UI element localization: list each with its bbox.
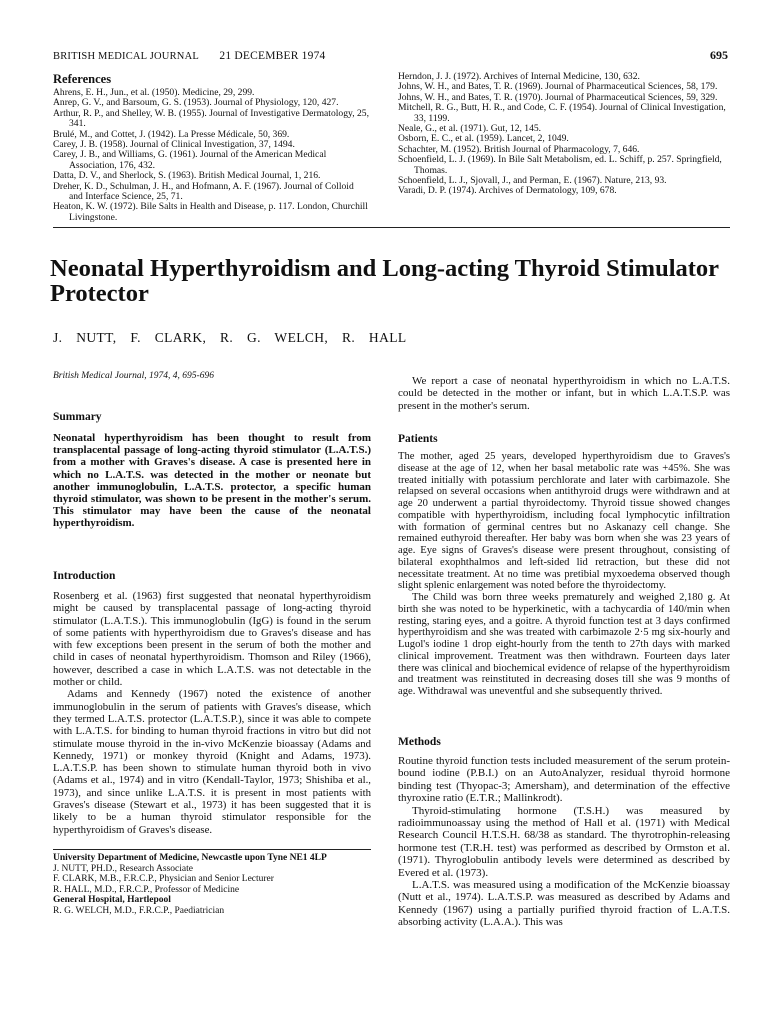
issue-date: 21 DECEMBER 1974 <box>219 50 326 62</box>
methods-body <box>398 755 730 929</box>
paragraph: L.A.T.S. was measured using a modification of the McKenzie bioassay (Nutt et al., 1974). L.A.T.S.P. was measured as described by Adams and Kennedy (1967) using a partially purified thyroid fraction of L.A.T.S. absorbing activity (L.A.A.). This was <box>398 879 730 929</box>
reference-item: Heaton, K. W. (1972). Bile Salts in Health and Disease, p. 117. London, Churchill Livingstone. <box>53 201 368 223</box>
summary-heading: Summary <box>53 411 102 423</box>
reference-item: Neale, G., et al. (1971). Gut, 12, 145. <box>398 123 542 135</box>
paragraph: Rosenberg et al. (1963) first suggested that neonatal hyperthyroidism might be caused by transplacental passage of long-acting thyroid stimulator (L.A.T.S.). This immunoglobulin (IgG) is found in the serum of some patients with hyperthyroidism due to Graves's disease and has with few exceptions been present in the serum of both the mother and child in cases of neonatal hyperthyroidism. Thomson and Riley (1966), however, described a case in which L.A.T.S. was not detectable in the mother or child. <box>53 590 371 689</box>
reference-item: Mitchell, R. G., Butt, H. R., and Code, C. F. (1954). Journal of Clinical Investigation, 33, 1199. <box>398 102 726 124</box>
affiliation-author: R. HALL, M.D., F.R.C.P., Professor of Medicine <box>53 884 240 895</box>
introduction-body <box>53 590 371 836</box>
methods-heading: Methods <box>398 736 441 748</box>
article-title: Neonatal Hyperthyroidism and Long-acting Thyroid Stimulator Protector <box>50 255 719 307</box>
abstract-text: We report a case of neonatal hyperthyroidism in which no L.A.T.S. could be detected in the mother or infant, but in which L.A.T.S.P. was present in the mother's serum. <box>398 375 730 412</box>
reference-item: Schachter, M. (1952). British Journal of Pharmacology, 7, 646. <box>398 143 640 155</box>
affiliation-author: J. NUTT, PH.D., Research Associate <box>53 863 193 874</box>
paragraph: Thyroid-stimulating hormone (T.S.H.) was measured by radioimmunoassay using the method of Hall et al. (1971) with Medical Research Council H.T.S.H. 68/38 as standard. The thyrotrophin-releasing hormone test (T.R.H. test) was performed as described by Ormston et al. (1971). Thyroglobulin antibody levels were determined as described by Evered et al. (1973). <box>398 804 730 879</box>
references-right-column <box>398 72 728 197</box>
affiliation-divider <box>53 849 371 850</box>
reference-item: Herndon, J. J. (1972). Archives of Internal Medicine, 130, 632. <box>398 71 640 82</box>
reference-item: Schoenfield, L. J., Sjovall, J., and Perman, E. (1967). Nature, 213, 93. <box>398 175 667 187</box>
reference-item: Osborn, E. C., et al. (1959). Lancet, 2, 1049. <box>398 133 569 145</box>
paragraph: Routine thyroid function tests included measurement of the serum protein-bound iodine (P.B.I.) on an AutoAnalyzer, residual thyroid hormone binding test (Thyopac-3; Amersham), and determination of the effective thyroxine ratio (E.T.R.; Mallinkrodt). <box>398 755 730 805</box>
reference-item: Dreher, K. D., Schulman, J. H., and Hofmann, A. F. (1967). Journal of Colloid and Interface Science, 25, 71. <box>53 180 354 203</box>
journal-name: BRITISH MEDICAL JOURNAL <box>53 51 199 62</box>
references-left-column <box>53 88 369 223</box>
paragraph: Adams and Kennedy (1967) noted the existence of another immunoglobulin in the serum of patients with Graves's disease, which they termed L.A.T.S. protector (L.A.T.S.P.), since it was able to compete with L.A.T.S. for binding to human thyroid fractions in vitro but did not stimulate mouse thyroid in the in-vivo McKenzie bioassay (Adams and Kennedy, 1971) or monkey thyroid (Knight and Adams, 1973). L.A.T.S.P. has been shown to stimulate human thyroid both in vivo (Adams et al., 1974) and in vitro (Kendall-Taylor, 1973; Shishiba et al., 1973), and since unlike L.A.T.S. it is present in most patients with Graves's disease (Stewart et al., 1973) it has been suggested that it is likely to be a human thyroid stimulator responsible for the hyperthyroidism of Graves's disease. <box>53 688 371 836</box>
article-authors: J. NUTT, F. CLARK, R. G. WELCH, R. HALL <box>53 330 407 345</box>
reference-item: Varadi, D. P. (1974). Archives of Dermatology, 109, 678. <box>398 185 617 197</box>
reference-item: Ahrens, E. H., Jun., et al. (1950). Medicine, 29, 299. <box>53 87 255 98</box>
paragraph: The mother, aged 25 years, developed hyperthyroidism due to Graves's disease at the age of 12, when her basal metabolic rate was +45%. She was treated initially with potassium perchlorate and later with carbimazole. She relapsed on several occasions when antithyroid drugs were withdrawn and at age 20 underwent a partial thyroidectomy. Thyroid tissue showed changes compatible with hyperthyroidism, including focal lymphocytic infiltration with formation of germinal centres but no Askanazy cell change. She remained euthyroid thereafter. Her baby was born when she was 23 years of age. Eye signs of Graves's disease were present throughout, consisting of bilateral exophthalmos and left-sided lid retraction, but these did not necessitate treatment. At no time was pretibial myxoedema observed though slight splenic enlargement was noted before the thyroidectomy. <box>398 451 730 592</box>
article-citation: British Medical Journal, 1974, 4, 695-696 <box>53 371 214 381</box>
reference-item: Carey, J. B. (1958). Journal of Clinical Investigation, 37, 1494. <box>53 139 295 151</box>
affiliation-department: University Department of Medicine, Newcastle upon Tyne NE1 4LP <box>53 853 327 863</box>
reference-item: Carey, J. B., and Williams, G. (1961). Journal of the American Medical Association, 176, 432. <box>53 149 327 171</box>
reference-item: Johns, W. H., and Bates, T. R. (1969). Journal of Pharmaceutical Sciences, 58, 179. <box>398 81 718 93</box>
references-heading: References <box>53 72 112 86</box>
running-header <box>53 50 325 62</box>
reference-item: Johns, W. H., and Bates, T. R. (1970). Journal of Pharmaceutical Sciences, 59, 329. <box>398 91 718 103</box>
page-number: 695 <box>710 48 728 62</box>
affiliation-author: F. CLARK, M.B., F.R.C.P., Physician and Senior Lecturer <box>53 874 274 885</box>
affiliation-department: General Hospital, Hartlepool <box>53 895 171 906</box>
reference-item: Arthur, R. P., and Shelley, W. B. (1955). Journal of Investigative Dermatology, 25, 341. <box>53 107 369 130</box>
reference-item: Anrep, G. V., and Barsoum, G. S. (1953). Journal of Physiology, 120, 427. <box>53 97 339 109</box>
patients-heading: Patients <box>398 433 438 445</box>
reference-item: Brulé, M., and Cottet, J. (1942). La Presse Médicale, 50, 369. <box>53 128 290 140</box>
patients-body <box>398 451 730 698</box>
section-divider <box>53 227 730 228</box>
summary-text: Neonatal hyperthyroidism has been thought to result from transplacental passage of long-acting thyroid stimulator (L.A.T.S.) from a mother with Graves's disease. A case is presented here in which no L.A.T.S. was detected in the mother or neonate but another immunoglobulin, L.A.T.S. protector, a specific human thyroid stimulator, was shown to be present in the mother's serum. This stimulator may have been the cause of the neonatal hyperthyroidism. <box>53 432 371 530</box>
paragraph: The Child was born three weeks prematurely and weighed 2,180 g. At birth she was noted to be hyperkinetic, with a tachycardia of 140/min when resting, staring eyes, and a goitre. A thyroid function test at 3 days confirmed hyperthyroidism and she was treated with carbimazole 2·5 mg six-hourly and Lugol's iodine 1 drop eight-hourly from the tenth to 27th days with marked clinical improvement. Treatment was then withdrawn. Fourteen days later there was clinical and biochemical evidence of relapse of the hyperthyroidism and treatment was reinstituted in decreasing doses till she was 9 months of age. Withdrawal was uneventful and she subsequently thrived. <box>398 592 730 697</box>
author-affiliations <box>53 853 373 917</box>
affiliation-author: R. G. WELCH, M.D., F.R.C.P., Paediatrician <box>53 905 225 916</box>
reference-item: Schoenfield, L. J. (1969). In Bile Salt Metabolism, ed. L. Schiff, p. 257. Springfield, Thomas. <box>398 154 722 176</box>
reference-item: Datta, D. V., and Sherlock, S. (1963). British Medical Journal, 1, 216. <box>53 170 321 182</box>
introduction-heading: Introduction <box>53 570 116 582</box>
